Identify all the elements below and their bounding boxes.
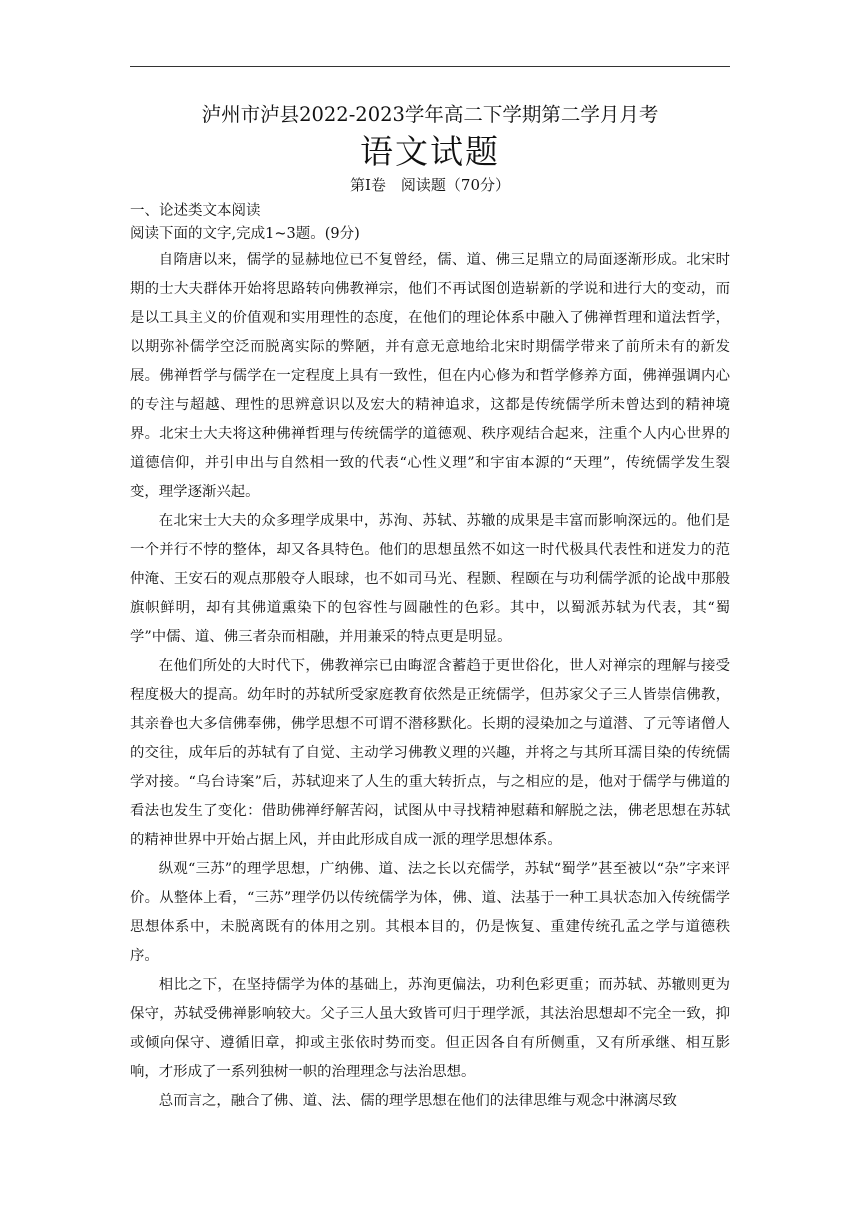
volume-heading: 第Ⅰ卷 阅读题（70分）	[349, 176, 510, 194]
exam-title: 泸州市泸县2022-2023学年高二下学期第二学月月考	[201, 103, 659, 126]
paragraph-2: 在北宋士大夫的众多理学成果中，苏洵、苏轼、苏辙的成果是丰富而影响深远的。他们是一个并行不悖的整体，却又各具特色。他们的思想虽然不如这一时代极具代表性和迸发力的范仲淹、王安石的观点那般夺人眼球，也不如司马光、程颢、程颐在与功利儒学派的论战中那般旗帜鲜明，却有其佛道熏染下的包容性与圆融性的色彩。其中，以蜀派苏轼为代表，其“蜀学”中儒、道、佛三者杂而相融，并用兼采的特点更是明显。	[130, 513, 730, 645]
section-heading: 一、论述类文本阅读	[130, 203, 261, 219]
paragraph-6: 总而言之，融合了佛、道、法、儒的理学思想在他们的法律思维与观念中淋漓尽致	[158, 1093, 677, 1109]
document-body	[130, 100, 730, 1116]
paragraph-4: 纵观“三苏”的理学思想，广纳佛、道、法之长以充儒学，苏轼“蜀学”甚至被以“杂”字来评价。从整体上看，“三苏”理学仍以传统儒学为体，佛、道、法基于一种工具状态加入传统儒学思想体系中，未脱离既有的体用之别。其根本目的，仍是恢复、重建传统孔孟之学与道德秩序。	[130, 861, 730, 964]
top-divider	[130, 66, 730, 67]
paragraph-5: 相比之下，在坚持儒学为体的基础上，苏洵更偏法，功利色彩更重；而苏轼、苏辙则更为保守，苏轼受佛禅影响较大。父子三人虽大致皆可归于理学派，其法治思想却不完全一致，抑或倾向保守、遵循旧章，抑或主张依时势而变。但正因各自有所侧重，又有所承继、相互影响，才形成了一系列独树一帜的治理理念与法治思想。	[130, 977, 730, 1080]
subject-title: 语文试题	[360, 132, 500, 171]
paragraph-1: 自隋唐以来，儒学的显赫地位已不复曾经，儒、道、佛三足鼎立的局面逐渐形成。北宋时期的士大夫群体开始将思路转向佛教禅宗，他们不再试图创造崭新的学说和进行大的变动，而是以工具主义的价值观和实用理性的态度，在他们的理论体系中融入了佛禅哲理和道法哲学，以期弥补儒学空泛而脱离实际的弊陋，并有意无意地给北宋时期儒学带来了前所未有的新发展。佛禅哲学与儒学在一定程度上具有一致性，但在内心修为和哲学修养方面，佛禅强调内心的专注与超越、理性的思辨意识以及宏大的精神追求，这都是传统儒学所未曾达到的精神境界。北宋士大夫将这种佛禅哲理与传统儒学的道德观、秩序观结合起来，注重个人内心世界的道德信仰，并引申出与自然相一致的代表“心性义理”和宇宙本源的“天理”，传统儒学发生裂变，理学逐渐兴起。	[130, 252, 730, 500]
section-instruction: 阅读下面的文字,完成1~3题。(9分)	[130, 226, 360, 242]
paragraph-3: 在他们所处的大时代下，佛教禅宗已由晦涩含蓄趋于更世俗化，世人对禅宗的理解与接受程度极大的提高。幼年时的苏轼所受家庭教育依然是正统儒学，但苏家父子三人皆崇信佛教，其亲眷也大多信佛奉佛，佛学思想不可谓不潜移默化。长期的浸染加之与道潜、了元等诸僧人的交往，成年后的苏轼有了自觉、主动学习佛教义理的兴趣，并将之与其所耳濡目染的传统儒学对接。“乌台诗案”后，苏轼迎来了人生的重大转折点，与之相应的是，他对于儒学与佛道的看法也发生了变化：借助佛禅纾解苦闷，试图从中寻找精神慰藉和解脱之法，佛老思想在苏轼的精神世界中开始占据上风，并由此形成自成一派的理学思想体系。	[130, 658, 730, 848]
